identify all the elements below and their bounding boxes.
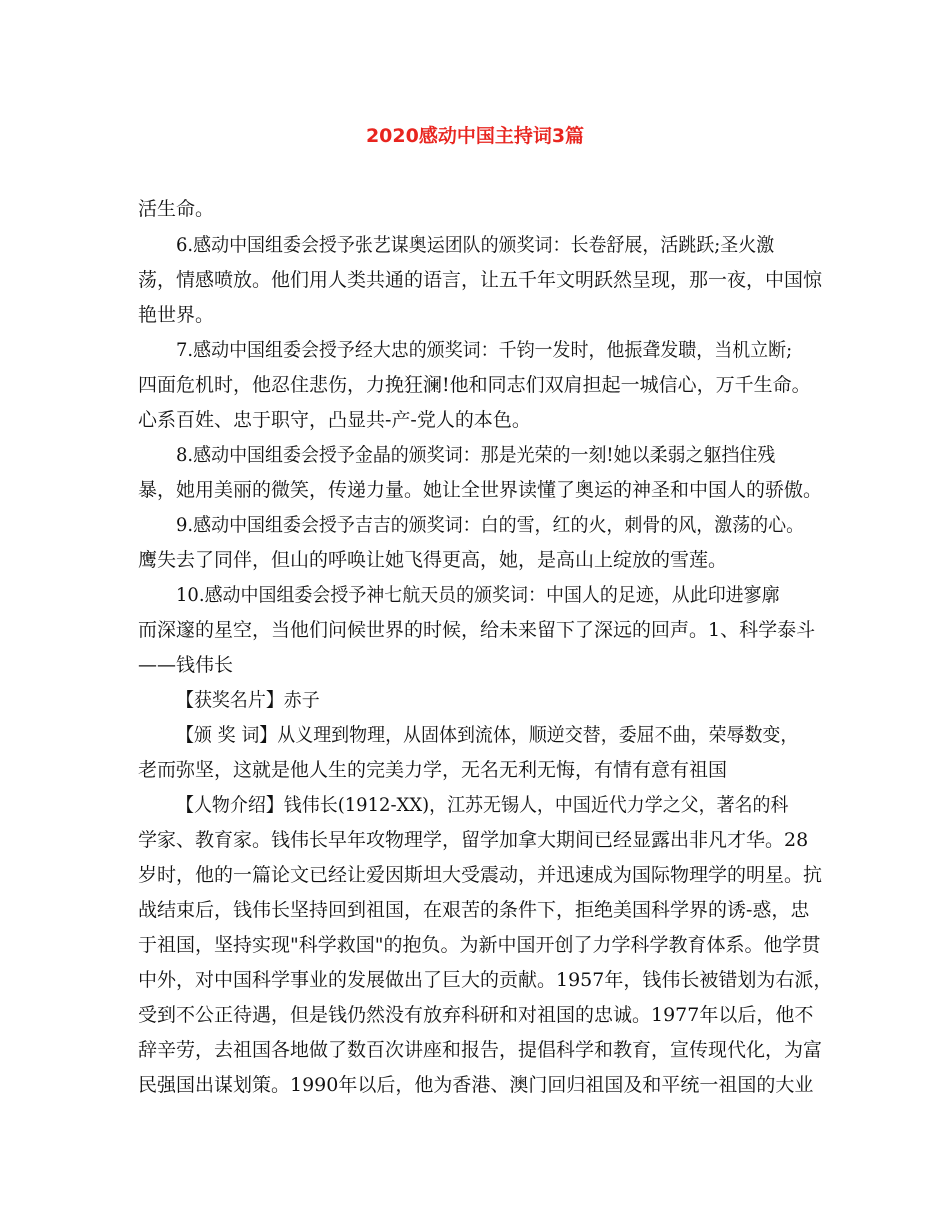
text-line: 于祖国，坚持实现"科学救国"的抱负。为新中国开创了力学科学教育体系。他学贯 [138, 934, 821, 956]
document-title: 2020感动中国主持词3篇 [365, 125, 585, 147]
text-line: 岁时，他的一篇论文已经让爱因斯坦大受震动，并迅速成为国际物理学的明星。抗 [138, 864, 823, 886]
text-line: 暴，她用美丽的微笑，传递力量。她让全世界读懂了奥运的神圣和中国人的骄傲。 [138, 479, 823, 501]
text-line: ——钱伟长 [138, 654, 234, 676]
text-line: 受到不公正待遇，但是钱仍然没有放弃科研和对祖国的忠诚。1977年以后，他不 [138, 1004, 814, 1026]
text-line: 活生命。 [138, 198, 215, 220]
text-line: 老而弥坚，这就是他人生的完美力学，无名无利无悔，有情有意有祖国 [138, 759, 728, 781]
text-line: 四面危机时，他忍住悲伤，力挽狂澜!他和同志们双肩担起一城信心，万千生命。 [138, 374, 811, 396]
text-line: 【人物介绍】钱伟长(1912-XX)，江苏无锡人，中国近代力学之父，著名的科 [176, 794, 789, 816]
text-line: 战结束后，钱伟长坚持回到祖国，在艰苦的条件下，拒绝美国科学界的诱-惑，忠 [138, 899, 810, 921]
text-line: 民强国出谋划策。1990年以后，他为香港、澳门回归祖国及和平统一祖国的大业 [138, 1074, 814, 1096]
text-line: 鹰失去了同伴，但山的呼唤让她飞得更高，她，是高山上绽放的雪莲。 [138, 549, 728, 571]
text-line: 荡，情感喷放。他们用人类共通的语言，让五千年文明跃然呈现，那一夜，中国惊 [138, 269, 823, 291]
text-line: 【颁 奖 词】从义理到物理，从固体到流体，顺逆交替，委屈不曲，荣辱数变， [176, 724, 799, 746]
text-line: 9.感动中国组委会授予吉吉的颁奖词：白的雪，红的火，刺骨的风，激荡的心。 [176, 514, 805, 536]
text-line: 7.感动中国组委会授予经大忠的颁奖词：千钧一发时，他振聋发聩，当机立断; [176, 339, 793, 361]
text-line: 10.感动中国组委会授予神七航天员的颁奖词：中国人的足迹，从此印进寥廓 [176, 584, 780, 606]
text-line: 【获奖名片】赤子 [176, 689, 320, 711]
text-line: 6.感动中国组委会授予张艺谋奥运团队的颁奖词：长卷舒展，活跳跃;圣火激 [176, 234, 775, 256]
text-line: 而深邃的星空，当他们问候世界的时候，给未来留下了深远的回声。1、科学泰斗 [138, 619, 816, 641]
text-line: 中外，对中国科学事业的发展做出了巨大的贡献。1957年，钱伟长被错划为右派， [138, 969, 833, 991]
text-line: 学家、教育家。钱伟长早年攻物理学，留学加拿大期间已经显露出非凡才华。28 [138, 829, 809, 851]
text-line: 8.感动中国组委会授予金晶的颁奖词：那是光荣的一刻!她以柔弱之躯挡住残 [176, 444, 776, 466]
text-line: 辞辛劳，去祖国各地做了数百次讲座和报告，提倡科学和教育，宣传现代化，为富 [138, 1039, 823, 1061]
text-line: 心系百姓、忠于职守，凸显共-产-党人的本色。 [138, 409, 531, 431]
text-line: 艳世界。 [138, 304, 215, 326]
